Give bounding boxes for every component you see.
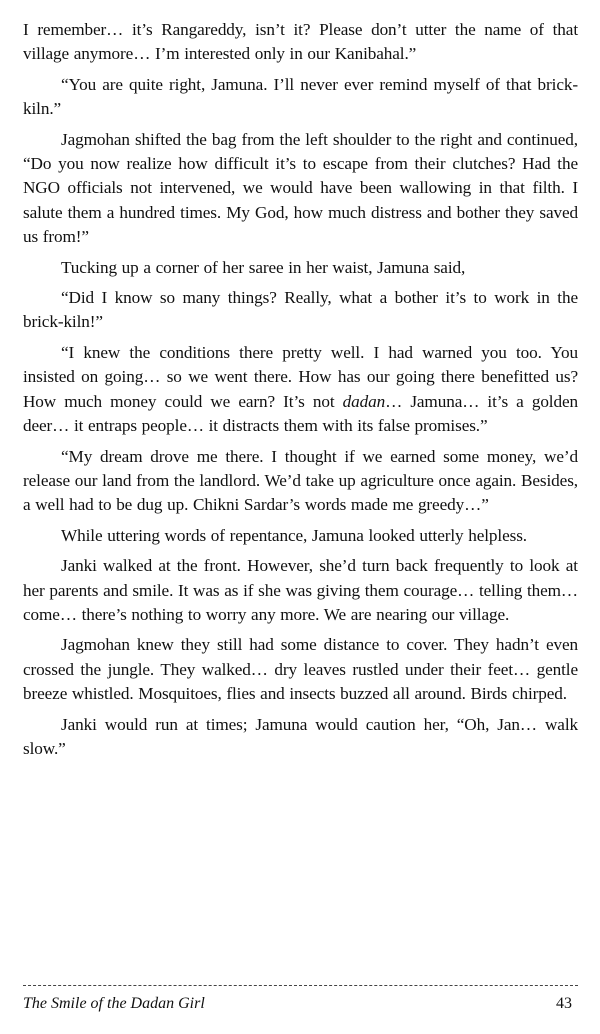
paragraph-8: While uttering words of repentance, Jamuna looked utterly helpless. [61, 525, 527, 545]
paragraph-4: Tucking up a corner of her saree in her waist, Jamuna said, [61, 257, 466, 277]
paragraph-10: Jagmohan knew they still had some distance to cover. They hadn’t even crossed the jungle. They walked… dry leaves rustled under their feet… gentle breeze whistled. Mosquitoes, flies and insects buzzed all around. Birds chirped. [23, 635, 578, 704]
paragraph-6 [23, 341, 578, 439]
page-footer [23, 994, 578, 1014]
paragraph-3: Jagmohan shifted the bag from the left shoulder to the right and continued, “Do you now realize how difficult it’s to escape from their clutches? Had the NGO officials not intervened, we would have been wallowing in that filth. I salute them a hundred times. My God, how much distress and bother they saved us from!” [23, 129, 578, 247]
page-body [23, 18, 578, 767]
paragraph-6-after: … Jamuna… it’s a golden deer… it entraps people… it distracts them with its false promises.” [23, 391, 578, 436]
paragraph-9: Janki walked at the front. However, she’d turn back frequently to look at her parents and smile. It was as if she was giving them courage… telling them… come… there’s nothing to worry any more. We are nearing our village. [23, 556, 578, 624]
paragraph-2: “You are quite right, Jamuna. I’ll never ever remind myself of that brick-kiln.” [23, 74, 578, 119]
paragraph-11: Janki would run at times; Jamuna would caution her, “Oh, Jan… walk slow.” [23, 714, 578, 758]
dadan-emphasis: dadan [342, 391, 386, 411]
footer-divider [23, 985, 578, 986]
running-footer-title: The Smile of the Dadan Girl [23, 995, 205, 1012]
paragraph-7: “My dream drove me there. I thought if we earned some money, we’d release our land from the landlord. We’d take up agriculture once again. Besides, a well had to be dug up. Chikni Sardar’s words made me greedy…” [23, 446, 578, 515]
page-number: 43 [556, 995, 572, 1012]
paragraph-1: I remember… it’s Rangareddy, isn’t it? Please don’t utter the name of that village anymore… I’m interested only in our Kanibahal.” [23, 20, 578, 64]
paragraph-6-before: “I knew the conditions there pretty well. I had warned you too. You insisted on going… so we went there. How has our going there benefitted us? How much money could we earn? It’s not [23, 342, 578, 411]
paragraph-5: “Did I know so many things? Really, what a bother it’s to work in the brick-kiln!” [23, 288, 578, 332]
